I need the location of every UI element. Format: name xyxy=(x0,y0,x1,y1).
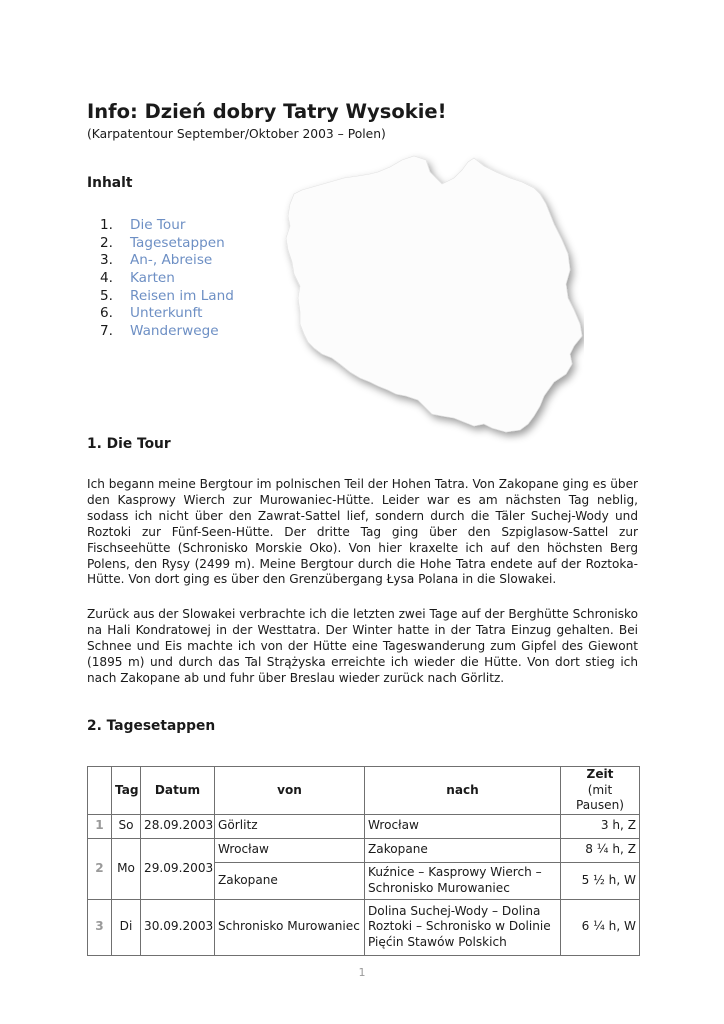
toc-link-die-tour[interactable]: Die Tour xyxy=(130,217,186,233)
header-tag: Tag xyxy=(112,767,141,815)
header-zeit-sub: (mit Pausen) xyxy=(576,782,624,812)
toc-number: 1. xyxy=(100,217,113,233)
toc-number: 3. xyxy=(100,252,113,269)
toc-number: 5. xyxy=(100,287,113,304)
poland-map-image xyxy=(278,148,584,444)
day-number: 1 xyxy=(88,814,112,838)
toc-item xyxy=(87,323,234,341)
page-subtitle: (Karpatentour September/Oktober 2003 – Polen) xyxy=(87,127,386,141)
section-heading-die-tour: 1. Die Tour xyxy=(87,436,171,452)
date: 28.09.2003 xyxy=(141,814,215,838)
header-nr xyxy=(88,767,112,815)
duration: 3 h, Z xyxy=(561,814,640,838)
toc-heading: Inhalt xyxy=(87,175,133,191)
tour-paragraph-1: Ich begann meine Bergtour im polnischen Teil der Hohen Tatra. Von Zakopane ging es über den Kasprowy Wierch zur Murowaniec-Hütte. Leider war es am nächsten Tag neblig, sodass ich nicht über den Zawrat-Sattel lief, sondern durch die Täler Suchej-Wody und Roztoki zur Fünf-Seen-Hütte. Der dritte Tag ging über den Szpiglasow-Sattel zur Fischseehütte (Schronisko Morskie Oko). Von hier kraxelte ich auf den höchsten Berg Polens, den Rysy (2499 m). Meine Bergtour durch die Hohe Tatra endete auf der Roztoka-Hütte. Von dort ging es über den Grenzübergang Łysa Polana in die Slowakei. xyxy=(87,477,638,587)
weekday: Di xyxy=(112,899,141,955)
header-datum: Datum xyxy=(141,767,215,815)
section-heading-tagesetappen: 2. Tagesetappen xyxy=(87,718,216,734)
from: Görlitz xyxy=(215,814,365,838)
date: 29.09.2003 xyxy=(141,838,215,899)
toc-link-karten[interactable]: Karten xyxy=(130,270,175,287)
to: Dolina Suchej-Wody – Dolina Roztoki – Schronisko w Dolinie Pięćin Stawów Polskich xyxy=(365,899,561,955)
toc-link-an-abreise[interactable]: An-, Abreise xyxy=(130,252,213,269)
toc-item xyxy=(87,270,234,288)
header-nach: nach xyxy=(365,767,561,815)
weekday: Mo xyxy=(112,838,141,899)
tour-paragraph-2: Zurück aus der Slowakei verbrachte ich die letzten zwei Tage auf der Berghütte Schronisko na Hali Kondratowej in der Westtatra. Der Winter hatte in der Tatra Einzug gehalten. Bei Schnee und Eis machte ich von der Hütte eine Tageswanderung zum Gipfel des Giewont (1895 m) und durch das Tal Strążyska erreichte ich wieder die Hütte. Von dort stieg ich nach Zakopane ab und fuhr über Breslau wieder zurück nach Görlitz. xyxy=(87,607,639,685)
toc-item xyxy=(87,235,234,253)
toc-link-reisen-im-land[interactable]: Reisen im Land xyxy=(130,287,234,304)
weekday: So xyxy=(112,814,141,838)
table-of-contents xyxy=(87,217,234,341)
header-von: von xyxy=(215,767,365,815)
toc-item xyxy=(87,288,234,306)
to: Zakopane xyxy=(365,838,561,862)
duration: 5 ½ h, W xyxy=(561,862,640,899)
toc-item xyxy=(87,217,234,235)
toc-number: 2. xyxy=(100,234,113,251)
from: Schronisko Murowaniec xyxy=(215,899,365,955)
header-zeit-label: Zeit xyxy=(586,767,614,781)
stages-table xyxy=(87,766,640,956)
toc-link-tagesetappen[interactable]: Tagesetappen xyxy=(130,234,225,251)
toc-number: 6. xyxy=(100,305,113,322)
date: 30.09.2003 xyxy=(141,899,215,955)
day-number: 2 xyxy=(88,838,112,899)
header-zeit xyxy=(561,767,640,815)
table-header-row xyxy=(88,767,640,815)
day-number: 3 xyxy=(88,899,112,955)
toc-number: 4. xyxy=(100,270,113,287)
table-row xyxy=(88,814,640,838)
duration: 8 ¼ h, Z xyxy=(561,838,640,862)
toc-item xyxy=(87,252,234,270)
toc-link-wanderwege[interactable]: Wanderwege xyxy=(130,323,219,340)
page-number: 1 xyxy=(358,966,366,979)
to: Kuźnice – Kasprowy Wierch – Schronisko Murowaniec xyxy=(365,862,561,899)
page-title: Info: Dzień dobry Tatry Wysokie! xyxy=(87,100,447,123)
table-row xyxy=(88,899,640,955)
duration: 6 ¼ h, W xyxy=(561,899,640,955)
table-row xyxy=(88,838,640,862)
from: Zakopane xyxy=(215,862,365,899)
to: Wrocław xyxy=(365,814,561,838)
toc-item xyxy=(87,305,234,323)
toc-link-unterkunft[interactable]: Unterkunft xyxy=(130,305,203,322)
from: Wrocław xyxy=(215,838,365,862)
toc-number: 7. xyxy=(100,323,113,340)
